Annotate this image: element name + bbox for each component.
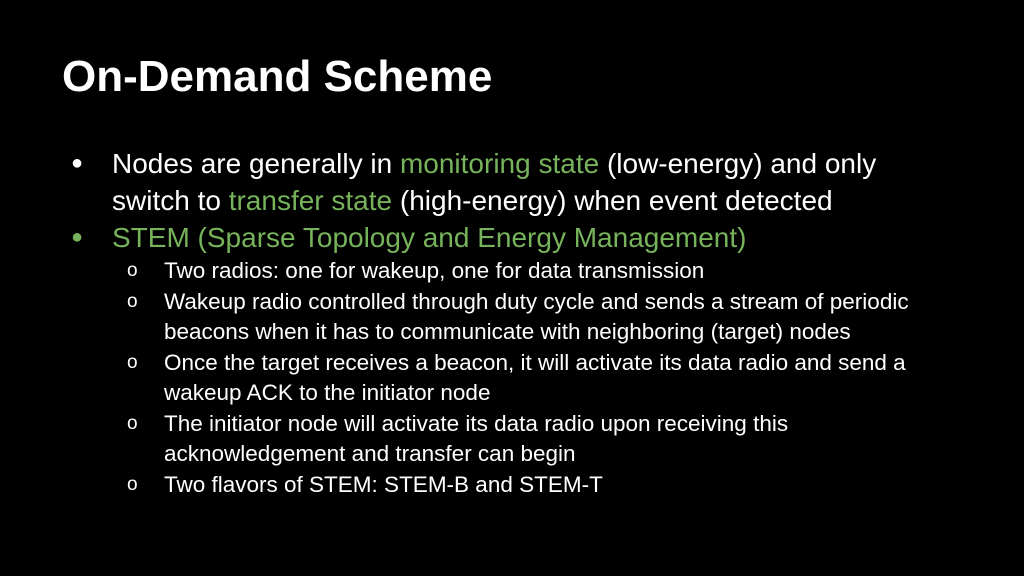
bullet-marker: ●	[71, 226, 84, 248]
sub-bullet-marker: o	[127, 351, 138, 373]
sub-bullet-text: Once the target receives a beacon, it will activate its data radio and send a wakeup ACK to the initiator node	[164, 349, 906, 405]
sub-bullet	[0, 287, 944, 348]
highlight-monitoring-state: monitoring state	[399, 148, 600, 179]
sub-bullet-marker: o	[127, 473, 138, 495]
sub-bullet-marker: o	[127, 290, 138, 312]
sub-bullet	[0, 348, 944, 409]
sub-bullet-text: Two radios: one for wakeup, one for data transmission	[164, 258, 705, 283]
sub-bullet-marker: o	[127, 412, 138, 434]
sub-bullet-marker: o	[127, 260, 138, 281]
bullet-list	[0, 145, 1024, 500]
highlight-transfer-state: transfer state	[228, 185, 393, 216]
bullet-marker: ●	[71, 152, 84, 174]
sub-bullet	[0, 409, 944, 470]
sub-bullet-text: Wakeup radio controlled through duty cycle and sends a stream of periodic beacons when it has to communicate with neighboring (target) nodes	[164, 288, 909, 344]
bullet-text: (low-energy) and only switch to	[112, 148, 877, 216]
bullet-monitoring-state	[0, 145, 912, 219]
slide-title: On-Demand Scheme	[62, 52, 493, 101]
sub-bullet	[0, 256, 944, 287]
bullet-stem	[0, 219, 912, 256]
sub-bullet-text: The initiator node will activate its data radio upon receiving this acknowledgement and transfer can begin	[164, 410, 789, 466]
sub-bullet	[0, 470, 944, 501]
sub-bullet-text: Two flavors of STEM: STEM-B and STEM-T	[164, 471, 603, 497]
bullet-text: STEM (Sparse Topology and Energy Management)	[112, 222, 747, 253]
bullet-text: (high-energy) when event detected	[392, 185, 833, 216]
bullet-text: Nodes are generally in	[112, 148, 400, 179]
